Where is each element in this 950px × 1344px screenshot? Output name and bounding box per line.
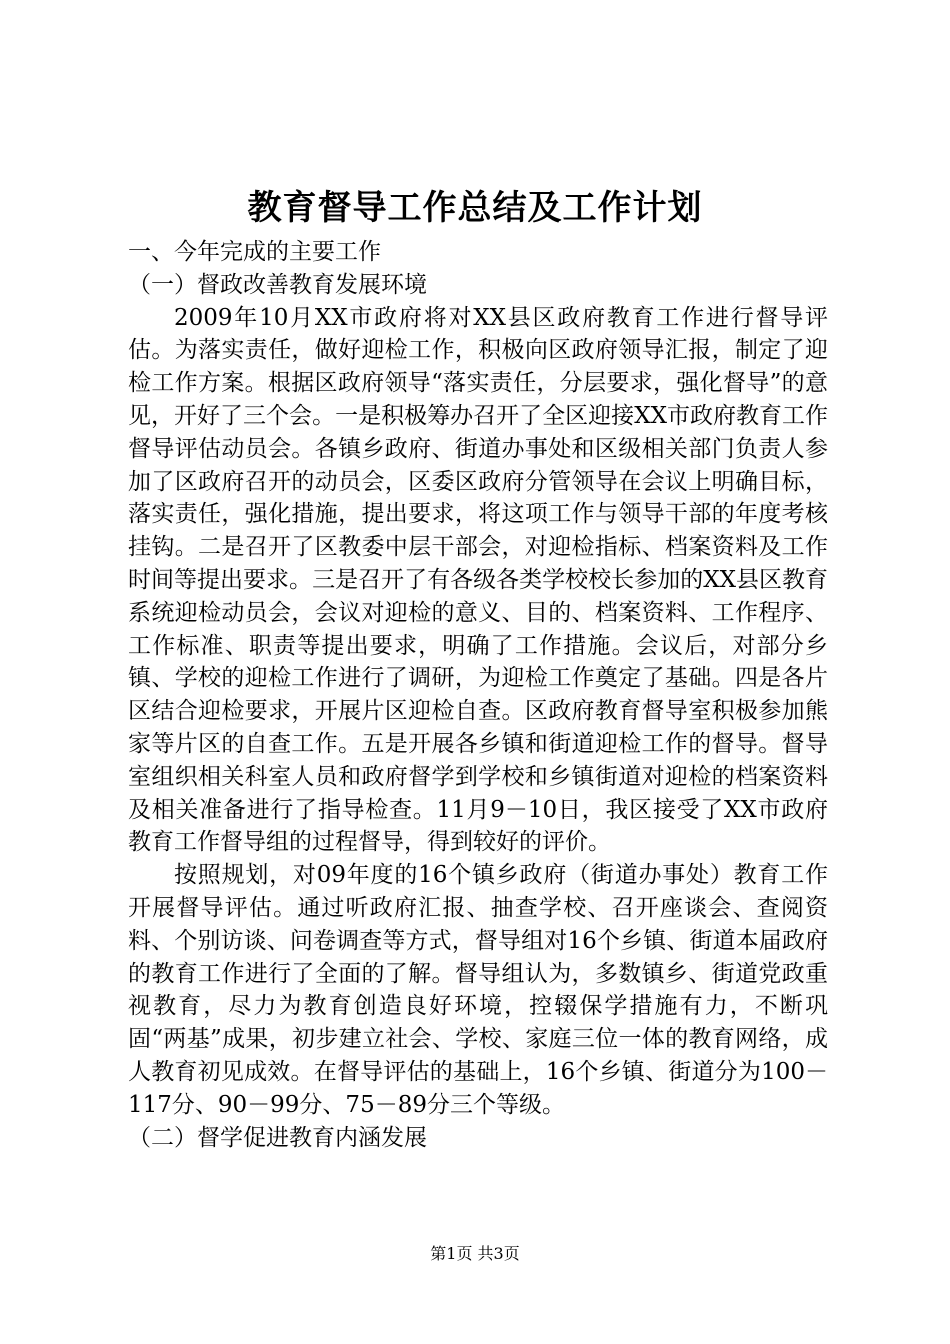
body-paragraph: 按照规划，对09年度的16个镇乡政府（街道办事处）教育工作开展督导评估。通过听政府汇报、抽查学校、召开座谈会、查阅资料、个别访谈、问卷调查等方式，督导组对16个乡镇、街道本届政府的教育工作进行了全面的了解。督导组认为，多数镇乡、街道党政重视教育，尽力为教育创造良好环境，控辍保学措施有力，不断巩固“两基”成果，初步建立社会、学校、家庭三位一体的教育网络，成人教育初见成效。在督导评估的基础上，16个乡镇、街道分为100－117分、90－99分、75－89分三个等级。 — [128, 862, 828, 1118]
body-paragraph: 2009年10月XX市政府将对XX县区政府教育工作进行督导评估。为落实责任，做好迎检工作，积极向区政府领导汇报，制定了迎检工作方案。根据区政府领导“落实责任，分层要求，强化督导”的意见，开好了三个会。一是积极筹办召开了全区迎接XX市政府教育工作督导评估动员会。各镇乡政府、街道办事处和区级相关部门负责人参加了区政府召开的动员会，区委区政府分管领导在会议上明确目标，落实责任，强化措施，提出要求，将这项工作与领导干部的年度考核挂钩。二是召开了区教委中层干部会，对迎检指标、档案资料及工作时间等提出要求。三是召开了有各级各类学校校长参加的XX县区教育系统迎检动员会，会议对迎检的意义、目的、档案资料、工作程序、工作标准、职责等提出要求，明确了工作措施。会议后，对部分乡镇、学校的迎检工作进行了调研，为迎检工作奠定了基础。四是各片区结合迎检要求，开展片区迎检自查。区政府教育督导室积极参加熊家等片区的自查工作。五是开展各乡镇和街道迎检工作的督导。督导室组织相关科室人员和政府督学到学校和乡镇街道对迎检的档案资料及相关准备进行了指导检查。11月9－10日，我区接受了XX市政府教育工作督导组的过程督导，得到较好的评价。 — [128, 304, 828, 856]
section-heading: 一、今年完成的主要工作 — [128, 239, 381, 265]
document-body — [128, 236, 828, 1154]
document-title: 教育督导工作总结及工作计划 — [247, 188, 703, 228]
subsection-heading: （一）督政改善教育发展环境 — [128, 271, 427, 298]
page-number: 第1页 共3页 — [430, 1244, 520, 1263]
subsection-heading: （二）督学促进教育内涵发展 — [128, 1124, 427, 1151]
